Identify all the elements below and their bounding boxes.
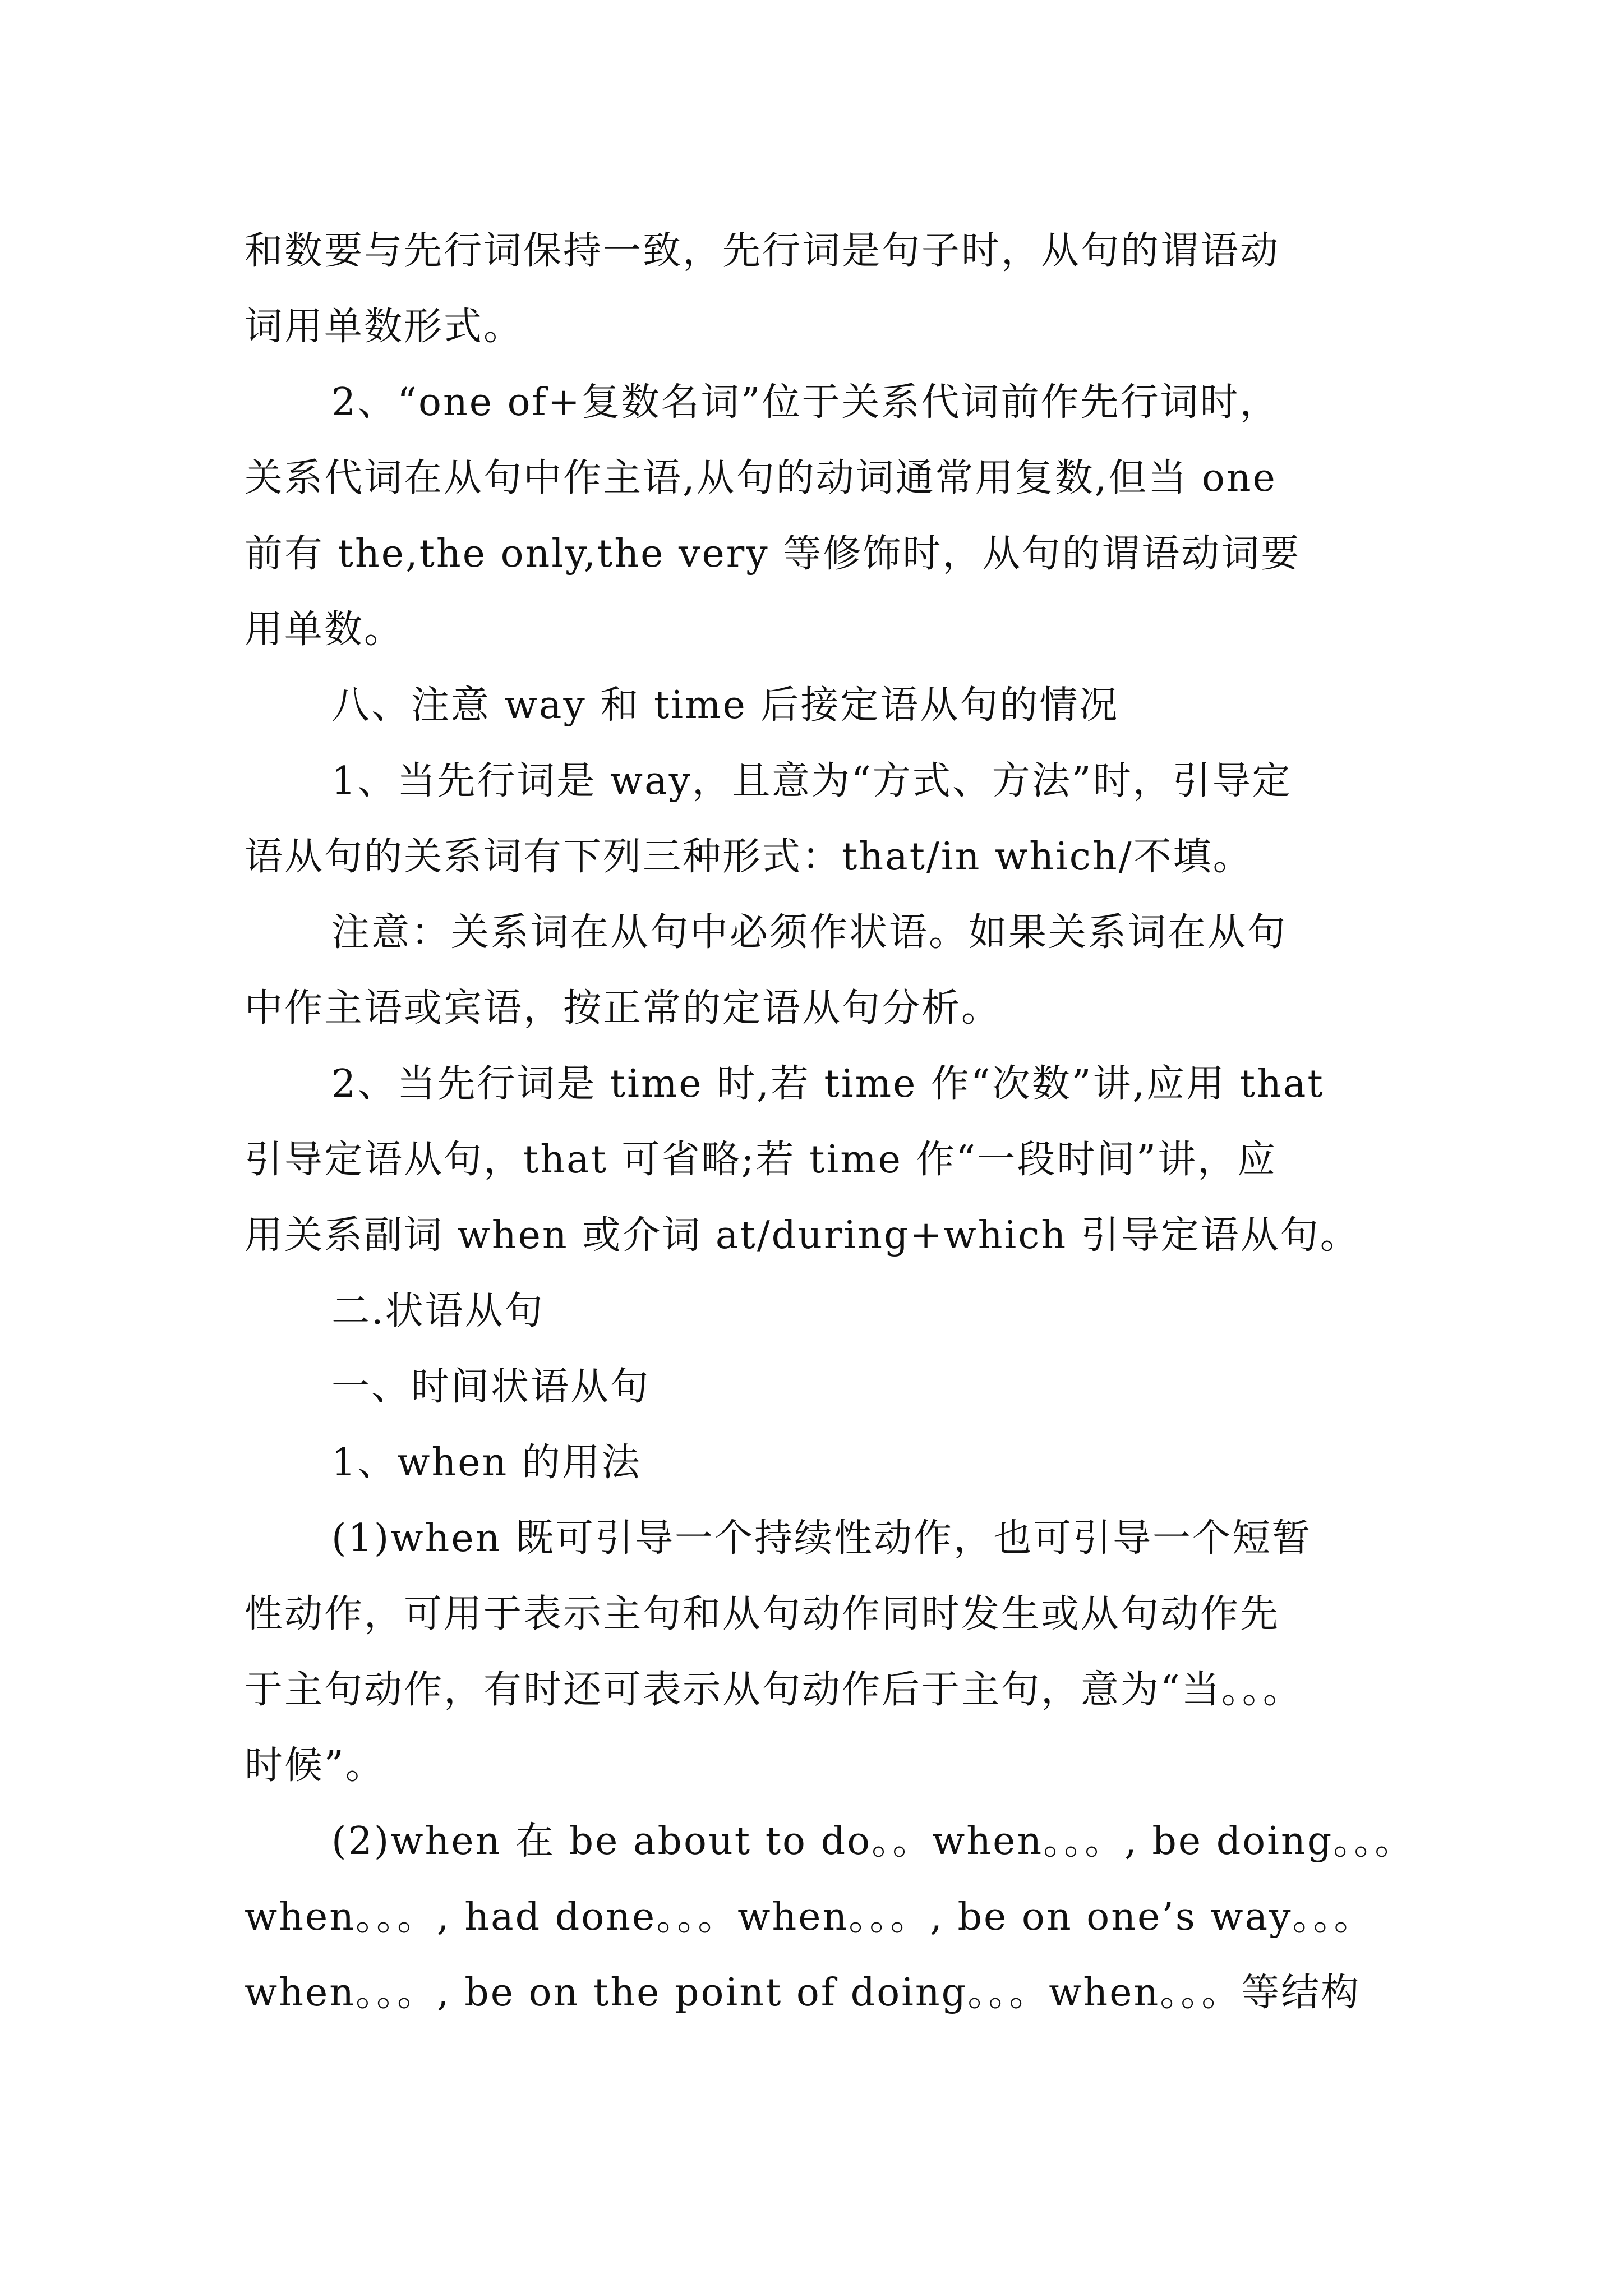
section-heading-adverbial-clause bbox=[245, 1273, 1411, 1349]
text-line: 1、当先行词是 way，且意为“方式、方法”时，引导定 bbox=[331, 759, 1292, 803]
text-line: 1、when 的用法 bbox=[331, 1441, 642, 1485]
section-heading-time-clause bbox=[245, 1349, 1411, 1425]
text-line: (2)when 在 be about to do。。when。。。, be doing。。。 bbox=[331, 1819, 1415, 1864]
text-line: 关系代词在从句中作主语,从句的动词通常用复数,但当 one bbox=[245, 456, 1277, 500]
text-line: 2、当先行词是 time 时,若 time 作“次数”讲,应用 that bbox=[331, 1062, 1325, 1106]
paragraph-when-2 bbox=[245, 1803, 1415, 2031]
text-line: 八、注意 way 和 time 后接定语从句的情况 bbox=[331, 683, 1119, 728]
paragraph-2 bbox=[245, 365, 1411, 668]
text-line: 2、“one of+复数名词”位于关系代词前作先行词时， bbox=[331, 380, 1280, 425]
paragraph-1 bbox=[245, 213, 1411, 365]
paragraph-note bbox=[245, 895, 1411, 1046]
text-line: 前有 the,the only,the very 等修饰时，从句的谓语动词要 bbox=[245, 532, 1301, 576]
text-line: 中作主语或宾语，按正常的定语从句分析。 bbox=[245, 986, 1002, 1030]
text-line: 二.状语从句 bbox=[331, 1289, 545, 1333]
text-line: 语从句的关系词有下列三种形式：that/in which/不填。 bbox=[245, 835, 1253, 879]
paragraph-time bbox=[245, 1046, 1411, 1273]
text-line: 和数要与先行词保持一致，先行词是句子时，从句的谓语动 bbox=[245, 229, 1280, 273]
text-line: 词用单数形式。 bbox=[245, 305, 524, 349]
paragraph-when-1 bbox=[245, 1501, 1411, 1803]
text-line: 引导定语从句，that 可省略;若 time 作“一段时间”讲，应 bbox=[245, 1138, 1278, 1182]
paragraph-way bbox=[245, 743, 1411, 895]
document-body bbox=[245, 213, 1415, 2031]
section-heading-when-usage bbox=[245, 1425, 1411, 1501]
text-line: when。。。, had done。。。when。。。, be on one’s way。。。 bbox=[245, 1895, 1374, 1939]
text-line: 注意：关系词在从句中必须作状语。如果关系词在从句 bbox=[331, 910, 1288, 955]
text-line: (1)when 既可引导一个持续性动作，也可引导一个短暂 bbox=[331, 1516, 1312, 1561]
text-line: 性动作，可用于表示主句和从句动作同时发生或从句动作先 bbox=[245, 1592, 1280, 1636]
section-heading-way-time bbox=[245, 668, 1411, 743]
text-line: 一、时间状语从句 bbox=[331, 1365, 651, 1409]
text-line: 时候”。 bbox=[245, 1743, 385, 1788]
text-line: 用关系副词 when 或介词 at/during+which 引导定语从句。 bbox=[245, 1213, 1360, 1258]
text-line: 用单数。 bbox=[245, 608, 404, 652]
text-line: 于主句动作，有时还可表示从句动作后于主句，意为“当。。。 bbox=[245, 1668, 1303, 1712]
text-line: when。。。, be on the point of doing。。。when。。。等结构 bbox=[245, 1971, 1361, 2015]
